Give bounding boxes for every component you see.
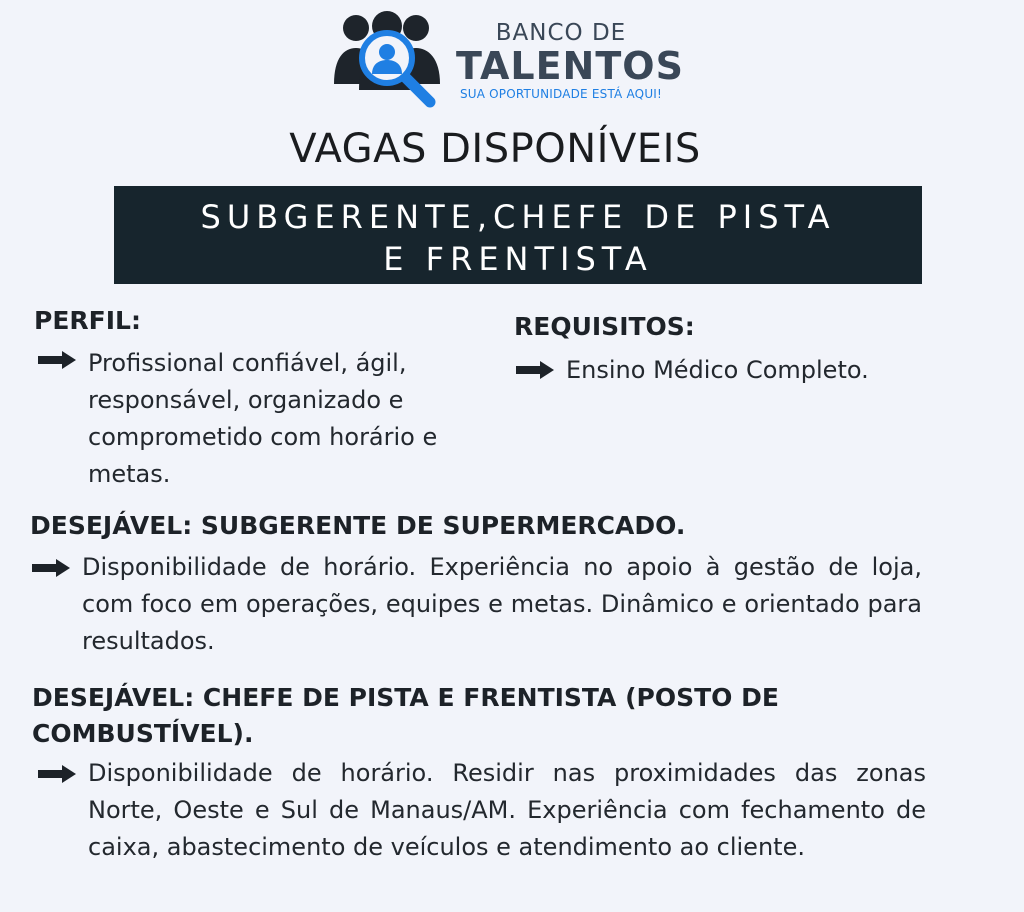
arrow-right-icon [38, 351, 76, 369]
logo-line1: BANCO DE [495, 20, 627, 46]
banner-text [114, 186, 922, 280]
arrow-right-icon [516, 361, 554, 379]
banner-line2: E FRENTISTA [383, 240, 653, 278]
requisitos-text: Ensino Médico Completo. [566, 356, 869, 384]
banner-line1: SUBGERENTE,CHEFE DE PISTA [200, 198, 836, 236]
desejavel-subgerente-text: Disponibilidade de horário. Experiência no apoio à gestão de loja, com foco em operações, equipes e metas. Dinâmico e orientado para resultados. [82, 553, 922, 655]
desejavel-chefe-heading: DESEJÁVEL: CHEFE DE PISTA E FRENTISTA (POSTO DE COMBUSTÍVEL). [32, 683, 779, 748]
page-title: VAGAS DISPONÍVEIS [289, 126, 701, 172]
magnifier-people-icon [332, 8, 444, 110]
requisitos-heading: REQUISITOS: [514, 312, 695, 341]
arrow-right-icon [38, 765, 76, 783]
logo-line2: TALENTOS [456, 44, 684, 88]
desejavel-subgerente-heading: DESEJÁVEL: SUBGERENTE DE SUPERMERCADO. [30, 511, 686, 540]
desejavel-chefe-text: Disponibilidade de horário. Residir nas proximidades das zonas Norte, Oeste e Sul de Manaus/AM. Experiência com fechamento de caixa, abastecimento de veículos e atendimento ao cliente. [88, 759, 926, 861]
arrow-right-icon [32, 559, 70, 577]
logo-wordmark [456, 20, 684, 102]
perfil-text: Profissional confiável, ágil, responsável, organizado e comprometido com horário e metas. [88, 349, 438, 488]
job-banner [114, 186, 922, 284]
logo-tagline: SUA OPORTUNIDADE ESTÁ AQUI! [459, 87, 663, 101]
perfil-heading: PERFIL: [34, 306, 141, 335]
